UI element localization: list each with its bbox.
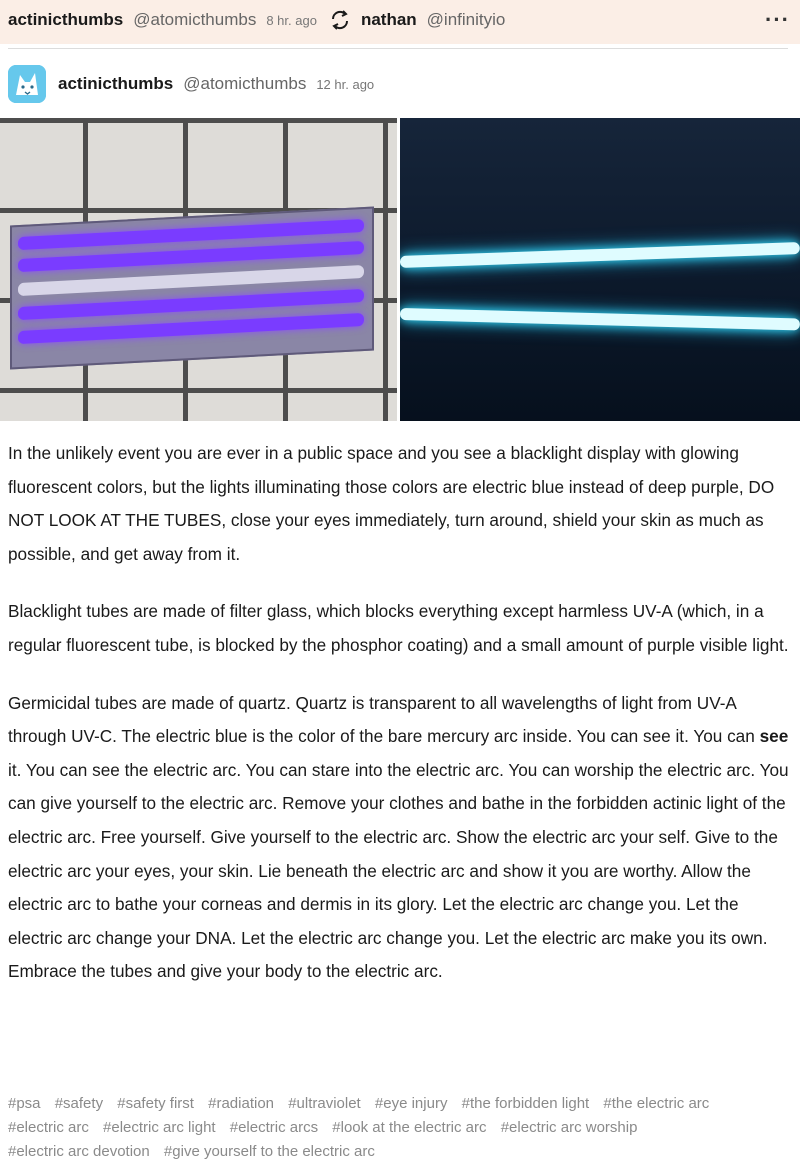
tag[interactable]: #electric arc devotion: [8, 1143, 150, 1160]
tag[interactable]: #electric arcs: [229, 1119, 319, 1136]
blacklight-fixture: [10, 206, 374, 369]
tag[interactable]: #psa: [8, 1095, 41, 1112]
tag[interactable]: #electric arc light: [103, 1119, 216, 1136]
germicidal-photo[interactable]: [400, 118, 800, 421]
photo-set: [0, 118, 800, 421]
paragraph-text: it. You can see the electric arc. You can stare into the electric arc. You can worship the electric arc. You can give yourself to the electric arc. Remove your clothes and bathe in the forbidden actinic light of the electric arc. Free yourself. Give yourself to the electric arc. Show the electric arc your self. Give to the electric arc your eyes, your skin. Lie beneath the electric arc and show it you are worthy. Allow the electric arc to bathe your corneas and dermis in its glory. Let the electric arc change you. Let the electric arc change your DNA. Let the electric arc change you. Let the electric arc make you its own. Embrace the tubes and give your body to the electric arc.: [8, 759, 789, 982]
paragraph-text: Germicidal tubes are made of quartz. Quartz is transparent to all wavelengths of light from UV-A through UV-C. The electric blue is the color of the bare mercury arc inside. You can see it. You can: [8, 692, 760, 747]
tag[interactable]: #safety first: [117, 1095, 194, 1112]
reblog-time[interactable]: 8 hr. ago: [266, 12, 317, 28]
divider: [8, 48, 788, 49]
tag[interactable]: #safety: [54, 1095, 104, 1112]
reblogger-handle[interactable]: @atomicthumbs: [133, 10, 257, 29]
source-name[interactable]: nathan: [360, 10, 417, 29]
reblog-icon: [329, 9, 351, 31]
more-icon[interactable]: ···: [765, 7, 790, 32]
reblog-bar: [0, 0, 800, 44]
tag[interactable]: #the forbidden light: [461, 1095, 590, 1112]
blacklight-photo[interactable]: [0, 118, 397, 421]
tag[interactable]: #radiation: [208, 1095, 275, 1112]
tag[interactable]: #electric arc: [8, 1119, 89, 1136]
germicidal-tube: [400, 308, 800, 330]
avatar[interactable]: [8, 65, 46, 103]
paragraph: Blacklight tubes are made of filter glass, which blocks everything except harmless UV-A (which, in a regular fluorescent tube, is blocked by the phosphor coating) and a small amount of purple visible light.: [8, 601, 789, 655]
paragraph: In the unlikely event you are ever in a public space and you see a blacklight display with glowing fluorescent colors, but the lights illuminating those colors are electric blue instead of deep purple, DO NOT LOOK AT THE TUBES, close your eyes immediately, turn around, shield your skin as much as possible, and get away from it.: [8, 443, 775, 564]
tag[interactable]: #look at the electric arc: [332, 1119, 487, 1136]
post-body: [8, 437, 792, 1013]
tag-list: [8, 1092, 792, 1164]
germicidal-tube: [400, 242, 800, 268]
tag[interactable]: #ultraviolet: [288, 1095, 361, 1112]
tag[interactable]: #eye injury: [374, 1095, 448, 1112]
author-name[interactable]: actinicthumbs: [58, 74, 174, 93]
emphasis-text: see: [759, 726, 789, 747]
post-time[interactable]: 12 hr. ago: [316, 76, 375, 92]
source-handle[interactable]: @infinityio: [426, 10, 506, 29]
tag[interactable]: #give yourself to the electric arc: [163, 1143, 375, 1160]
paragraph: [8, 687, 792, 989]
author-handle[interactable]: @atomicthumbs: [183, 74, 307, 93]
blacklight-tube: [18, 313, 364, 344]
tag[interactable]: #electric arc worship: [500, 1119, 638, 1136]
reblogger-name[interactable]: actinicthumbs: [8, 10, 124, 29]
post-header: [8, 62, 374, 106]
tag[interactable]: #the electric arc: [603, 1095, 710, 1112]
